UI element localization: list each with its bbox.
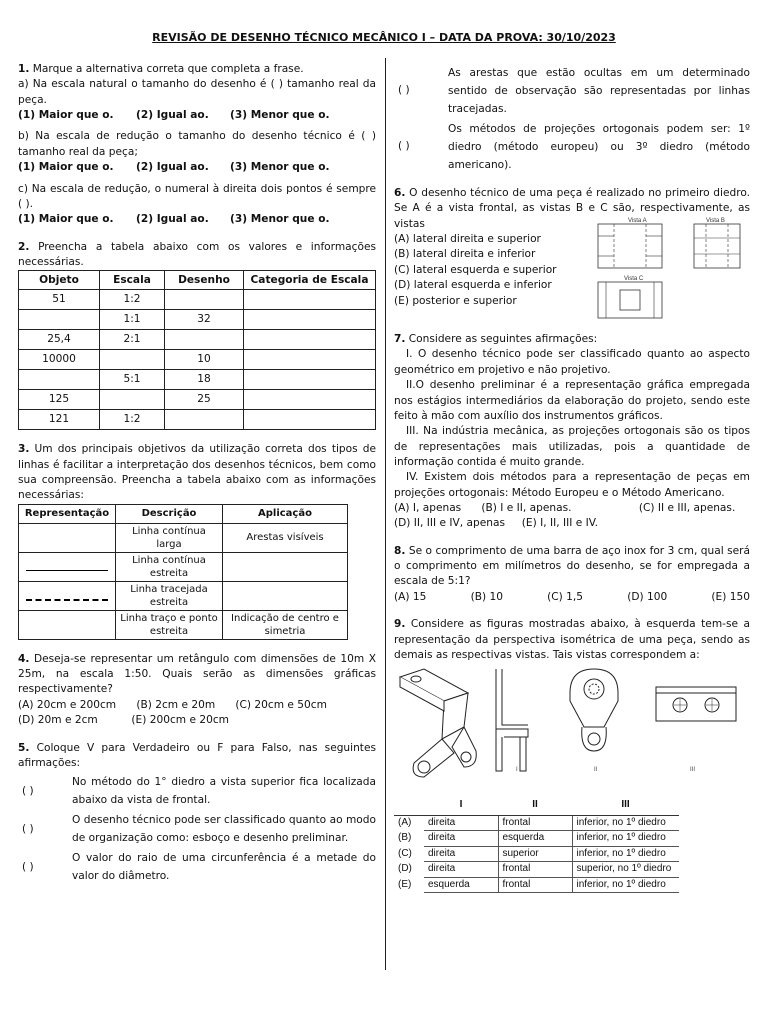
q4-options-line2: (D) 20m e 2cm (E) 200cm e 20cm	[18, 714, 229, 727]
answer-blank[interactable]: ( )	[22, 784, 34, 797]
option-2: (2) Igual ao.	[136, 161, 209, 174]
q2-number: 2.	[18, 240, 30, 253]
answer-blank[interactable]: ( )	[22, 860, 34, 873]
vista-b-outline	[694, 224, 740, 268]
right-column	[394, 62, 750, 905]
thin-solid-line-sample	[26, 570, 108, 571]
option: (D) 100	[627, 590, 668, 603]
question-9	[394, 617, 750, 893]
option-2: (2) Igual ao.	[136, 213, 209, 226]
view-i-label: I	[516, 767, 518, 774]
table-row: (E) esquerda frontal inferior, no 1º diedro	[394, 877, 679, 893]
table-row: 5:1 18	[19, 370, 376, 390]
table-row: 125 25	[19, 390, 376, 410]
q7-options-line2: (D) II, III e IV, apenas (E) I, II, III e IV.	[394, 517, 598, 530]
line-types-table	[18, 504, 348, 640]
option: (E) posterior e superior	[394, 294, 517, 307]
option-1: (1) Maior que o.	[18, 213, 114, 226]
q4-options-line1: (A) 20cm e 200cm (B) 2cm e 20m (C) 20cm e 50cm	[18, 698, 327, 711]
isometric-view	[400, 669, 476, 777]
vista-c-label: Vista C	[624, 276, 644, 283]
vf-item: ( ) O valor do raio de uma circunferência é a metade do valor do diâmetro.	[18, 849, 376, 885]
table-header: Escala	[100, 271, 165, 290]
question-3	[18, 442, 376, 639]
q3-number: 3.	[18, 443, 30, 456]
answer-blank[interactable]: ( )	[398, 140, 410, 153]
vista-a-outline	[598, 224, 662, 268]
answer-blank[interactable]: ( )	[398, 84, 410, 97]
table-header: Descrição	[116, 504, 223, 523]
q9-stem: Considere as figuras mostradas abaixo, à esquerda tem-se a representação da perspectiva isométrica de uma peça, sendo as demais as respectivas vistas. Tais vistas correspondem a:	[394, 618, 750, 661]
option-3: (3) Menor que o.	[230, 161, 330, 174]
isometric-part-figure	[394, 667, 750, 785]
view-iii	[656, 687, 736, 721]
q1-item-b: b) Na escala de redução o tamanho do desenho técnico é ( ) tamanho real da peça;	[18, 130, 376, 158]
view-ii-label: II	[594, 767, 598, 774]
q6-options	[394, 232, 594, 320]
question-5	[18, 741, 376, 886]
table-row: 51 1:2	[19, 290, 376, 310]
q4-stem: Deseja-se representar um retângulo com dimensões de 10m X 25m, na escala 1:50. Quais serão as dimensões gráficas respectivamente?	[18, 652, 376, 696]
table-row: (C) direita superior inferior, no 1º diedro	[394, 846, 679, 862]
option-1: (1) Maior que o.	[18, 161, 114, 174]
vf-item: ( ) No método do 1° diedro a vista superior fica localizada abaixo da vista de frontal.	[18, 773, 376, 809]
vista-b-label: Vista B	[706, 218, 725, 225]
page-title: REVISÃO DE DESENHO TÉCNICO MECÂNICO I – DATA DA PROVA: 30/10/2023	[152, 31, 616, 44]
table-header: III	[572, 797, 679, 816]
q6-stem: O desenho técnico de uma peça é realizado no primeiro diedro. Se A é a vista frontal, as vistas B e C são, respectivamente, as vistas	[394, 187, 750, 230]
vf-item: ( ) Os métodos de projeções ortogonais podem ser: 1º diedro (método europeu) ou 3º diedro (método americano).	[394, 120, 750, 174]
option: (C) lateral esquerda e superior	[394, 263, 557, 276]
q7-stem: Considere as seguintes afirmações:	[408, 333, 598, 346]
table-row: Linha contínua estreita	[19, 552, 348, 581]
option: (B) 10	[470, 590, 503, 603]
option-1: (1) Maior que o.	[18, 109, 114, 122]
option: (C) 1,5	[547, 590, 584, 603]
q2-stem: Preencha a tabela abaixo com os valores e informações necessárias.	[18, 240, 376, 268]
q1-number: 1.	[18, 63, 30, 75]
table-header: Representação	[19, 504, 116, 523]
left-column	[18, 62, 376, 897]
option: (A) 15	[394, 590, 427, 603]
vista-c-outline	[598, 282, 662, 318]
q8-number: 8.	[394, 544, 406, 557]
vista-a-label: Vista A	[628, 218, 647, 225]
question-4	[18, 652, 376, 729]
views-answer-table	[394, 797, 679, 894]
table-row: Linha traço e ponto estreita Indicação de centro e simetria	[19, 610, 348, 639]
option: (B) lateral direita e inferior	[394, 248, 536, 261]
question-5-continued	[394, 64, 750, 174]
vf-item: ( ) As arestas que estão ocultas em um determinado sentido de observação são representadas por linhas tracejadas.	[394, 64, 750, 118]
q7-number: 7.	[394, 333, 406, 346]
q7-statement-iii: III. Na indústria mecânica, as projeções ortogonais são os tipos de representações mais utilizadas, pois a quantidade de informação contida é muito grande.	[394, 425, 750, 468]
table-header: Desenho	[165, 271, 244, 290]
table-row: (A) direita frontal inferior, no 1º diedro	[394, 815, 679, 831]
table-row: 10000 10	[19, 350, 376, 370]
q1-options-c	[18, 212, 376, 227]
q6-number: 6.	[394, 187, 406, 199]
table-row: (B) direita esquerda inferior, no 1º diedro	[394, 831, 679, 847]
table-header: I	[424, 797, 498, 816]
option-2: (2) Igual ao.	[136, 109, 209, 122]
table-row: Linha contínua larga Arestas visíveis	[19, 523, 348, 552]
option: (E) 150	[711, 590, 750, 603]
table-header: Objeto	[19, 271, 100, 290]
answer-blank[interactable]: ( )	[22, 822, 34, 835]
table-row: (D) direita frontal superior, no 1º diedro	[394, 862, 679, 878]
option: (D) lateral esquerda e inferior	[394, 279, 552, 292]
q3-stem: Um dos principais objetivos da utilização correta dos tipos de linhas é facilitar a interpretação dos desenhos técnicos, bem como sua compreensão. Preencha a tabela abaixo com as informações necessárias:	[18, 443, 377, 502]
vf-item: ( ) O desenho técnico pode ser classificado quanto ao modo de organização como: esboço e desenho preliminar.	[18, 811, 376, 847]
scale-table	[18, 270, 376, 430]
view-ii	[570, 669, 618, 751]
option: (A) lateral direita e superior	[394, 233, 541, 246]
q1-options-b	[18, 160, 376, 175]
q7-statement-ii: II.O desenho preliminar é a representação gráfica empregada nos estágios intermediários da elaboração do projeto, sendo este feito à mão com auxílio dos instrumentos gráficos.	[394, 379, 750, 422]
question-1	[18, 62, 376, 228]
q4-number: 4.	[18, 652, 30, 665]
option-3: (3) Menor que o.	[230, 213, 330, 226]
q1-stem: Marque a alternativa correta que completa a frase.	[32, 63, 304, 75]
q9-number: 9.	[394, 618, 406, 631]
q7-statement-iv: IV. Existem dois métodos para a representação de peças em projeções ortogonais: Método Europeu e o Método Americano.	[394, 471, 750, 499]
orthographic-views-figure	[594, 214, 750, 320]
q5-number: 5.	[18, 741, 30, 754]
table-row: Linha tracejada estreita	[19, 581, 348, 610]
table-row: 121 1:2	[19, 410, 376, 430]
question-2	[18, 240, 376, 431]
table-row: 1:1 32	[19, 310, 376, 330]
column-divider	[385, 58, 386, 970]
table-header: Categoria de Escala	[244, 271, 376, 290]
option-3: (3) Menor que o.	[230, 109, 330, 122]
q8-options	[394, 590, 750, 605]
q1-item-a: a) Na escala natural o tamanho do desenho é ( ) tamanho real da peça.	[18, 78, 376, 106]
table-header: II	[498, 797, 572, 816]
dashed-line-sample	[26, 599, 108, 601]
question-6	[394, 186, 750, 320]
q1-options-a	[18, 108, 376, 123]
view-i	[496, 669, 528, 774]
question-7	[394, 332, 750, 532]
q1-item-c: c) Na escala de redução, o numeral à direita dois pontos é sempre ( ).	[18, 182, 376, 210]
table-header: Aplicação	[223, 504, 348, 523]
q7-options-line1: (A) I, apenas (B) I e II, apenas. (C) II e III, apenas.	[394, 502, 736, 515]
table-row: 25,4 2:1	[19, 330, 376, 350]
q8-stem: Se o comprimento de uma barra de aço inox for 3 cm, qual será o comprimento em milímetros do desenho, se for empregada a escala de 5:1?	[394, 544, 750, 588]
view-iii-label: III	[690, 767, 696, 774]
q5-stem: Coloque V para Verdadeiro ou F para Falso, nas seguintes afirmações:	[18, 741, 376, 769]
question-8	[394, 544, 750, 605]
q7-statement-i: I. O desenho técnico pode ser classificado quanto ao aspecto geométrico em projetivo e não projetivo.	[394, 348, 750, 376]
